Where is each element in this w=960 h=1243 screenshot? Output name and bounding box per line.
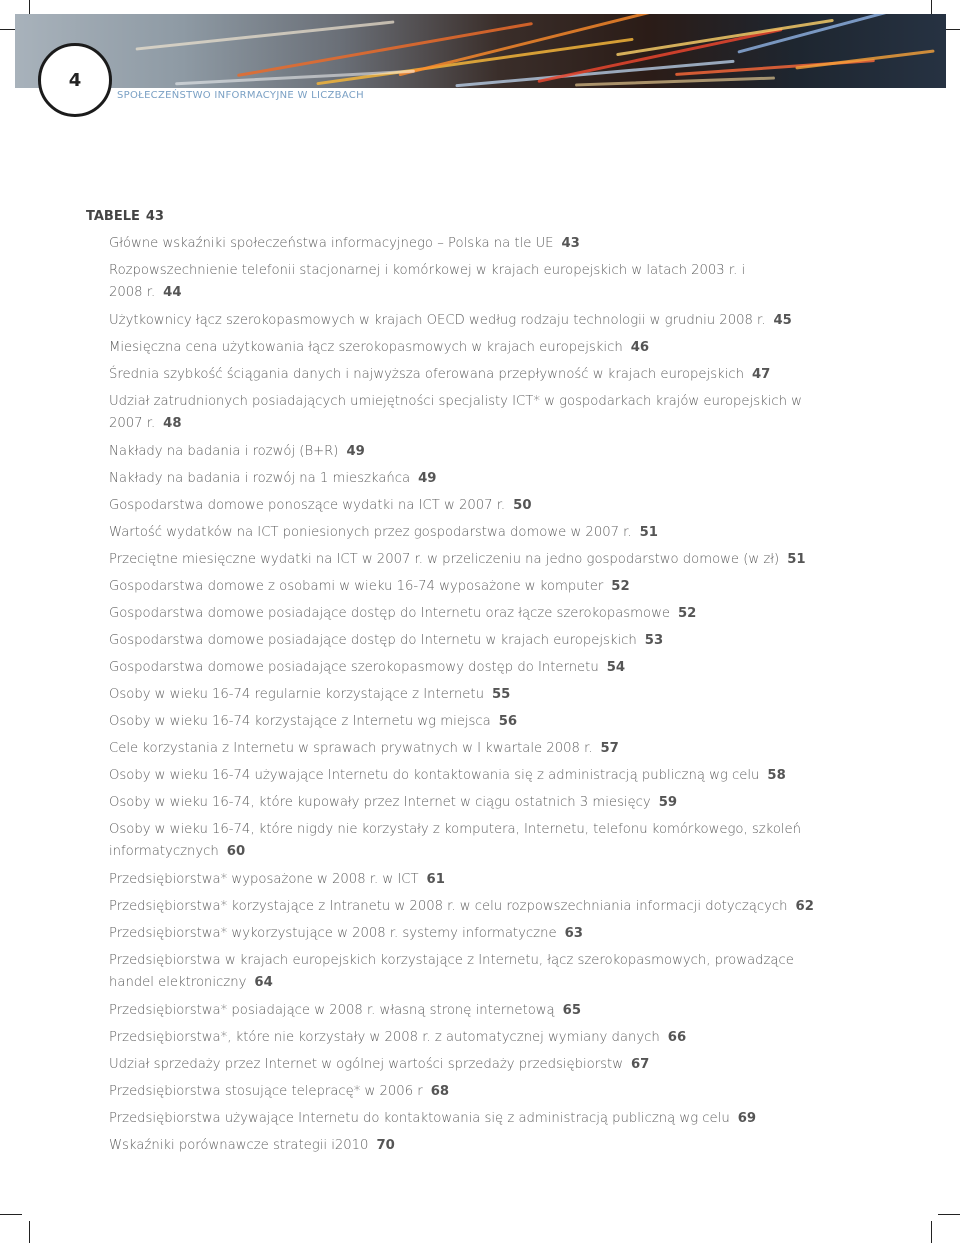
toc-entry-page: 45 bbox=[773, 313, 792, 328]
toc-entry-page: 52 bbox=[611, 579, 630, 594]
toc-entry-page: 60 bbox=[226, 844, 246, 859]
toc-entry-page: 44 bbox=[163, 285, 182, 300]
toc-entry-text: Przedsiębiorstwa używające Internetu do kontaktowania się z administracją publiczną wg celu bbox=[109, 1111, 730, 1126]
page-number-badge bbox=[38, 43, 112, 117]
toc-entry-page: 52 bbox=[678, 606, 697, 621]
toc-entry-text: Średnia szybkość ściągania danych i najwyższa oferowana przepływność w krajach europejskich bbox=[109, 367, 744, 382]
toc-entry-text: Gospodarstwa domowe posiadające dostęp do Internetu w krajach europejskich bbox=[109, 633, 637, 648]
toc-section-title bbox=[86, 209, 164, 224]
toc-entry-text: Osoby w wieku 16-74 korzystające z Internetu wg miejsca bbox=[109, 714, 491, 729]
toc-entry-text: Cele korzystania z Internetu w sprawach prywatnych w I kwartale 2008 r. bbox=[109, 741, 593, 756]
page-number: 4 bbox=[68, 69, 82, 91]
toc-entry-page: 58 bbox=[767, 768, 786, 783]
toc-entry[interactable] bbox=[109, 792, 839, 814]
toc-entry[interactable] bbox=[109, 1081, 839, 1103]
toc-entry-text: Przedsiębiorstwa* posiadające w 2008 r. własną stronę internetową bbox=[109, 1003, 555, 1018]
toc-entry[interactable] bbox=[109, 495, 839, 517]
toc-entry[interactable] bbox=[109, 765, 839, 787]
toc-entry-text: Rozpowszechnienie telefonii stacjonarnej i komórkowej w krajach europejskich w latach 2003 r. i 2008 r. bbox=[109, 263, 746, 300]
toc-entry[interactable] bbox=[109, 950, 829, 994]
toc-entry[interactable] bbox=[109, 819, 829, 863]
toc-entry-text: Przedsiębiorstwa w krajach europejskich korzystające z Internetu, łącz szerokopasmowych, prowadzące handel elektroniczny bbox=[109, 953, 794, 990]
toc-entry[interactable] bbox=[109, 738, 839, 760]
toc-entry-page: 61 bbox=[426, 872, 445, 887]
toc-entry[interactable] bbox=[109, 869, 839, 891]
running-head: SPOŁECZEŃSTWO INFORMACYJNE W LICZBACH bbox=[117, 90, 364, 101]
toc-entry-text: Nakłady na badania i rozwój na 1 mieszkańca bbox=[109, 471, 411, 486]
toc-entry-page: 68 bbox=[430, 1084, 450, 1099]
toc-entry-page: 57 bbox=[600, 741, 619, 756]
toc-entry[interactable] bbox=[109, 441, 839, 463]
toc-entry-page: 69 bbox=[737, 1111, 757, 1126]
toc-section-page: 43 bbox=[145, 209, 164, 224]
toc-entry-page: 56 bbox=[498, 714, 518, 729]
toc-entry-text: Przedsiębiorstwa*, które nie korzystały w 2008 r. z automatycznej wymiany danych bbox=[109, 1030, 660, 1045]
toc-entry-text: Wartość wydatków na ICT poniesionych przez gospodarstwa domowe w 2007 r. bbox=[109, 525, 632, 540]
toc-entry-text: Przeciętne miesięczne wydatki na ICT w 2007 r. w przeliczeniu na jedno gospodarstwo domowe (w zł) bbox=[109, 552, 780, 567]
toc-entry-text: Miesięczna cena użytkowania łącz szerokopasmowych w krajach europejskich bbox=[109, 340, 623, 355]
toc-entry-text: Użytkownicy łącz szerokopasmowych w krajach OECD według rodzaju technologii w grudniu 2008 r. bbox=[109, 313, 766, 328]
toc-entry-page: 51 bbox=[787, 552, 806, 567]
toc-entry-text: Osoby w wieku 16-74, które nigdy nie korzystały z komputera, Internetu, telefonu komórkowego, szkoleń informatycznych bbox=[109, 822, 802, 859]
toc-entry-text: Gospodarstwa domowe posiadające dostęp do Internetu oraz łącze szerokopasmowe bbox=[109, 606, 670, 621]
toc-entry-text: Gospodarstwa domowe posiadające szerokopasmowy dostęp do Internetu bbox=[109, 660, 599, 675]
toc-entry-page: 67 bbox=[631, 1057, 650, 1072]
toc-entry[interactable] bbox=[109, 1135, 839, 1157]
toc-entry-page: 43 bbox=[561, 236, 580, 251]
toc-entry-text: Udział zatrudnionych posiadających umiejętności specjalisty ICT* w gospodarkach krajów europejskich w 2007 r. bbox=[109, 394, 802, 431]
toc-entry[interactable] bbox=[109, 923, 839, 945]
toc-entry-text: Przedsiębiorstwa* wykorzystujące w 2008 r. systemy informatyczne bbox=[109, 926, 557, 941]
toc-entry[interactable] bbox=[109, 1108, 839, 1130]
toc-entry[interactable] bbox=[109, 522, 839, 544]
toc-entry[interactable] bbox=[109, 630, 839, 652]
toc-entry-page: 46 bbox=[630, 340, 650, 355]
crop-mark bbox=[0, 1214, 22, 1215]
toc-entry-text: Przedsiębiorstwa* wyposażone w 2008 r. w ICT bbox=[109, 872, 419, 887]
toc-entry-page: 53 bbox=[644, 633, 664, 648]
toc-entry-text: Nakłady na badania i rozwój (B+R) bbox=[109, 444, 339, 459]
toc-entry-page: 62 bbox=[795, 899, 814, 914]
toc-entry-page: 65 bbox=[562, 1003, 582, 1018]
toc-entry-page: 66 bbox=[667, 1030, 687, 1045]
toc-entry[interactable] bbox=[109, 896, 869, 918]
toc-entry[interactable] bbox=[109, 233, 839, 255]
toc-entry[interactable] bbox=[109, 260, 759, 304]
toc-entry-text: Gospodarstwa domowe ponoszące wydatki na ICT w 2007 r. bbox=[109, 498, 506, 513]
toc-entry[interactable] bbox=[109, 337, 839, 359]
toc-entry-text: Gospodarstwa domowe z osobami w wieku 16-74 wyposażone w komputer bbox=[109, 579, 604, 594]
toc-entry-text: Udział sprzedaży przez Internet w ogólnej wartości sprzedaży przedsiębiorstw bbox=[109, 1057, 623, 1072]
crop-mark bbox=[29, 1221, 30, 1243]
toc-entry-page: 47 bbox=[751, 367, 771, 382]
crop-mark bbox=[931, 1221, 932, 1243]
toc-entry[interactable] bbox=[109, 603, 839, 625]
toc-entry[interactable] bbox=[109, 711, 839, 733]
toc-entry-page: 59 bbox=[658, 795, 678, 810]
toc-entry[interactable] bbox=[109, 364, 839, 386]
toc-entry-page: 48 bbox=[163, 416, 182, 431]
toc-entry[interactable] bbox=[109, 310, 839, 332]
toc-entry[interactable] bbox=[109, 1027, 839, 1049]
toc-section-label: TABELE bbox=[86, 209, 140, 224]
toc-entry[interactable] bbox=[109, 684, 839, 706]
toc-entry-page: 49 bbox=[346, 444, 365, 459]
header-banner-image bbox=[15, 14, 946, 88]
toc-entry-text: Wskaźniki porównawcze strategii i2010 bbox=[109, 1138, 369, 1153]
toc-entry-text: Główne wskaźniki społeczeństwa informacyjnego – Polska na tle UE bbox=[109, 236, 554, 251]
toc-entry[interactable] bbox=[109, 657, 839, 679]
toc-entry-text: Osoby w wieku 16-74 regularnie korzystające z Internetu bbox=[109, 687, 484, 702]
toc-entry-text: Przedsiębiorstwa* korzystające z Intranetu w 2008 r. w celu rozpowszechniania informacji dotyczących bbox=[109, 899, 788, 914]
toc-entry[interactable] bbox=[109, 1000, 839, 1022]
toc-entry-text: Osoby w wieku 16-74 używające Internetu do kontaktowania się z administracją publiczną wg celu bbox=[109, 768, 760, 783]
toc-entry-page: 63 bbox=[564, 926, 583, 941]
toc-entry-page: 64 bbox=[254, 975, 273, 990]
toc-entry[interactable] bbox=[109, 576, 839, 598]
toc-entry-page: 49 bbox=[418, 471, 437, 486]
toc-entry[interactable] bbox=[109, 468, 839, 490]
toc-entry[interactable] bbox=[109, 549, 869, 571]
toc-entry[interactable] bbox=[109, 1054, 839, 1076]
toc-entry-text: Osoby w wieku 16-74, które kupowały przez Internet w ciągu ostatnich 3 miesięcy bbox=[109, 795, 651, 810]
toc-entry-text: Przedsiębiorstwa stosujące telepracę* w 2006 r bbox=[109, 1084, 423, 1099]
toc-entry-page: 54 bbox=[606, 660, 626, 675]
toc-entry-page: 55 bbox=[491, 687, 511, 702]
toc-entry[interactable] bbox=[109, 391, 809, 435]
toc-entry-page: 51 bbox=[639, 525, 658, 540]
toc-entry-page: 50 bbox=[513, 498, 532, 513]
crop-mark bbox=[938, 1214, 960, 1215]
toc-entry-page: 70 bbox=[376, 1138, 395, 1153]
